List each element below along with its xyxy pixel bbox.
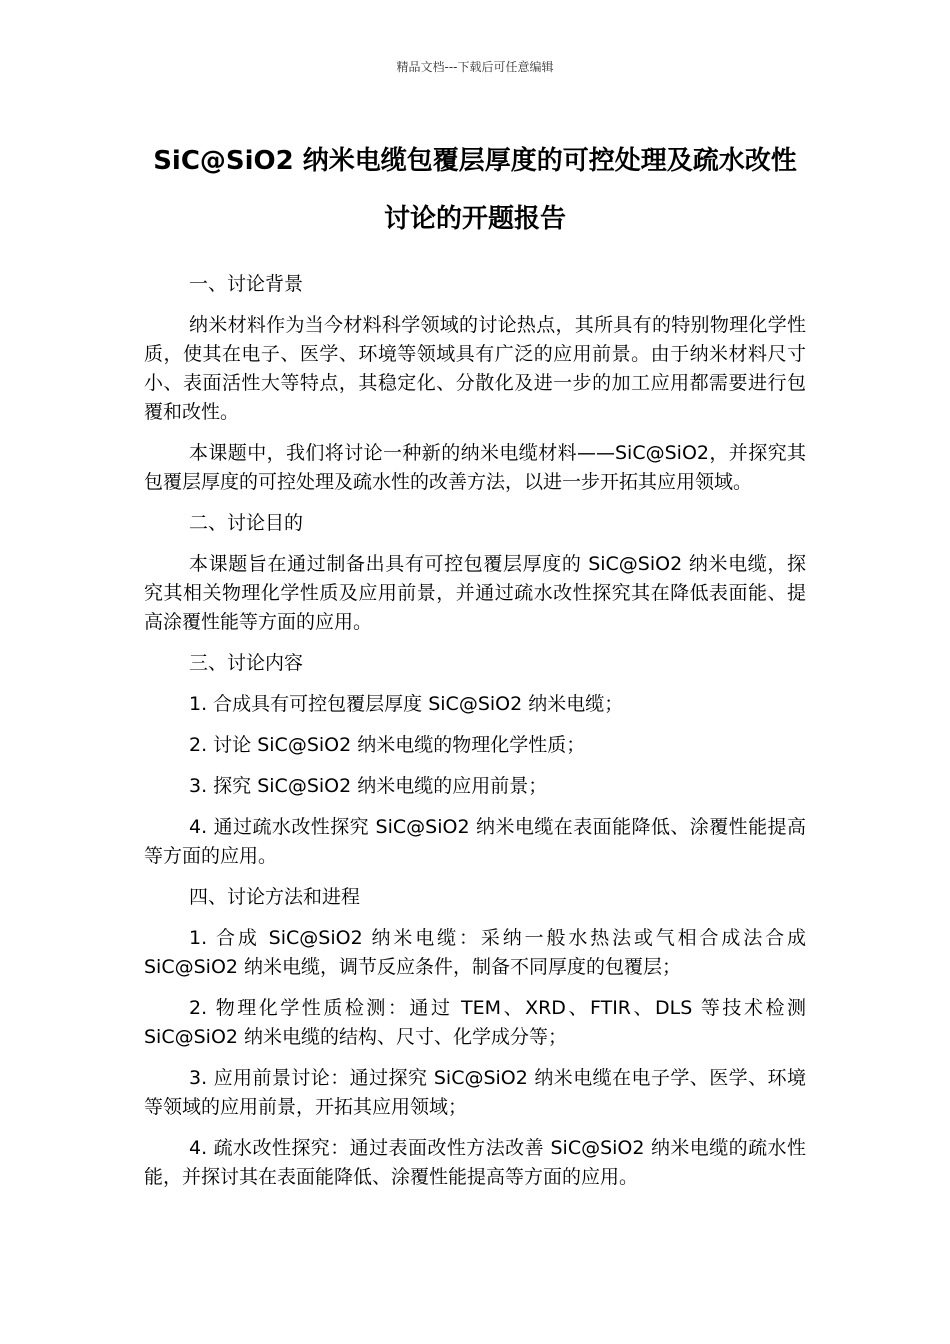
section-heading-content: 三、讨论内容: [189, 652, 304, 674]
list-item: 4. 通过疏水改性探究 SiC@SiO2 纳米电缆在表面能降低、涂覆性能提高等方面的应用。: [144, 816, 806, 867]
header-note: 精品文档---下载后可任意编辑: [396, 60, 554, 74]
section-heading-background: 一、讨论背景: [189, 273, 304, 295]
list-item: 3. 探究 SiC@SiO2 纳米电缆的应用前景；: [189, 775, 548, 797]
list-item: 1. 合成 SiC@SiO2 纳米电缆：采纳一般水热法或气相合成法合成 SiC@SiO2 纳米电缆，调节反应条件，制备不同厚度的包覆层；: [144, 927, 806, 978]
section-heading-purpose: 二、讨论目的: [189, 512, 304, 534]
list-item: 2. 讨论 SiC@SiO2 纳米电缆的物理化学性质；: [189, 734, 586, 756]
document-body: [144, 270, 806, 1204]
paragraph: 纳米材料作为当今材料科学领域的讨论热点，其所具有的特别物理化学性质，使其在电子、医学、环境等领域具有广泛的应用前景。由于纳米材料尺寸小、表面活性大等特点，其稳定化、分散化及进一步的加工应用都需要进行包覆和改性。: [144, 314, 806, 423]
list-item: 2. 物理化学性质检测：通过 TEM、XRD、FTIR、DLS 等技术检测 SiC@SiO2 纳米电缆的结构、尺寸、化学成分等；: [144, 997, 806, 1048]
paragraph: 本课题中，我们将讨论一种新的纳米电缆材料——SiC@SiO2，并探究其包覆层厚度的可控处理及疏水性的改善方法，以进一步开拓其应用领域。: [144, 442, 806, 493]
document-title: SiC@SiO2 纳米电缆包覆层厚度的可控处理及疏水改性讨论的开题报告: [153, 146, 797, 234]
paragraph: 本课题旨在通过制备出具有可控包覆层厚度的 SiC@SiO2 纳米电缆，探究其相关物理化学性质及应用前景，并通过疏水改性探究其在降低表面能、提高涂覆性能等方面的应用。: [144, 553, 806, 633]
list-item: 3. 应用前景讨论：通过探究 SiC@SiO2 纳米电缆在电子学、医学、环境等领域的应用前景，开拓其应用领域；: [144, 1067, 806, 1118]
section-heading-methods: 四、讨论方法和进程: [189, 886, 361, 908]
list-item: 1. 合成具有可控包覆层厚度 SiC@SiO2 纳米电缆；: [189, 693, 624, 715]
list-item: 4. 疏水改性探究：通过表面改性方法改善 SiC@SiO2 纳米电缆的疏水性能，并探讨其在表面能降低、涂覆性能提高等方面的应用。: [144, 1137, 806, 1188]
